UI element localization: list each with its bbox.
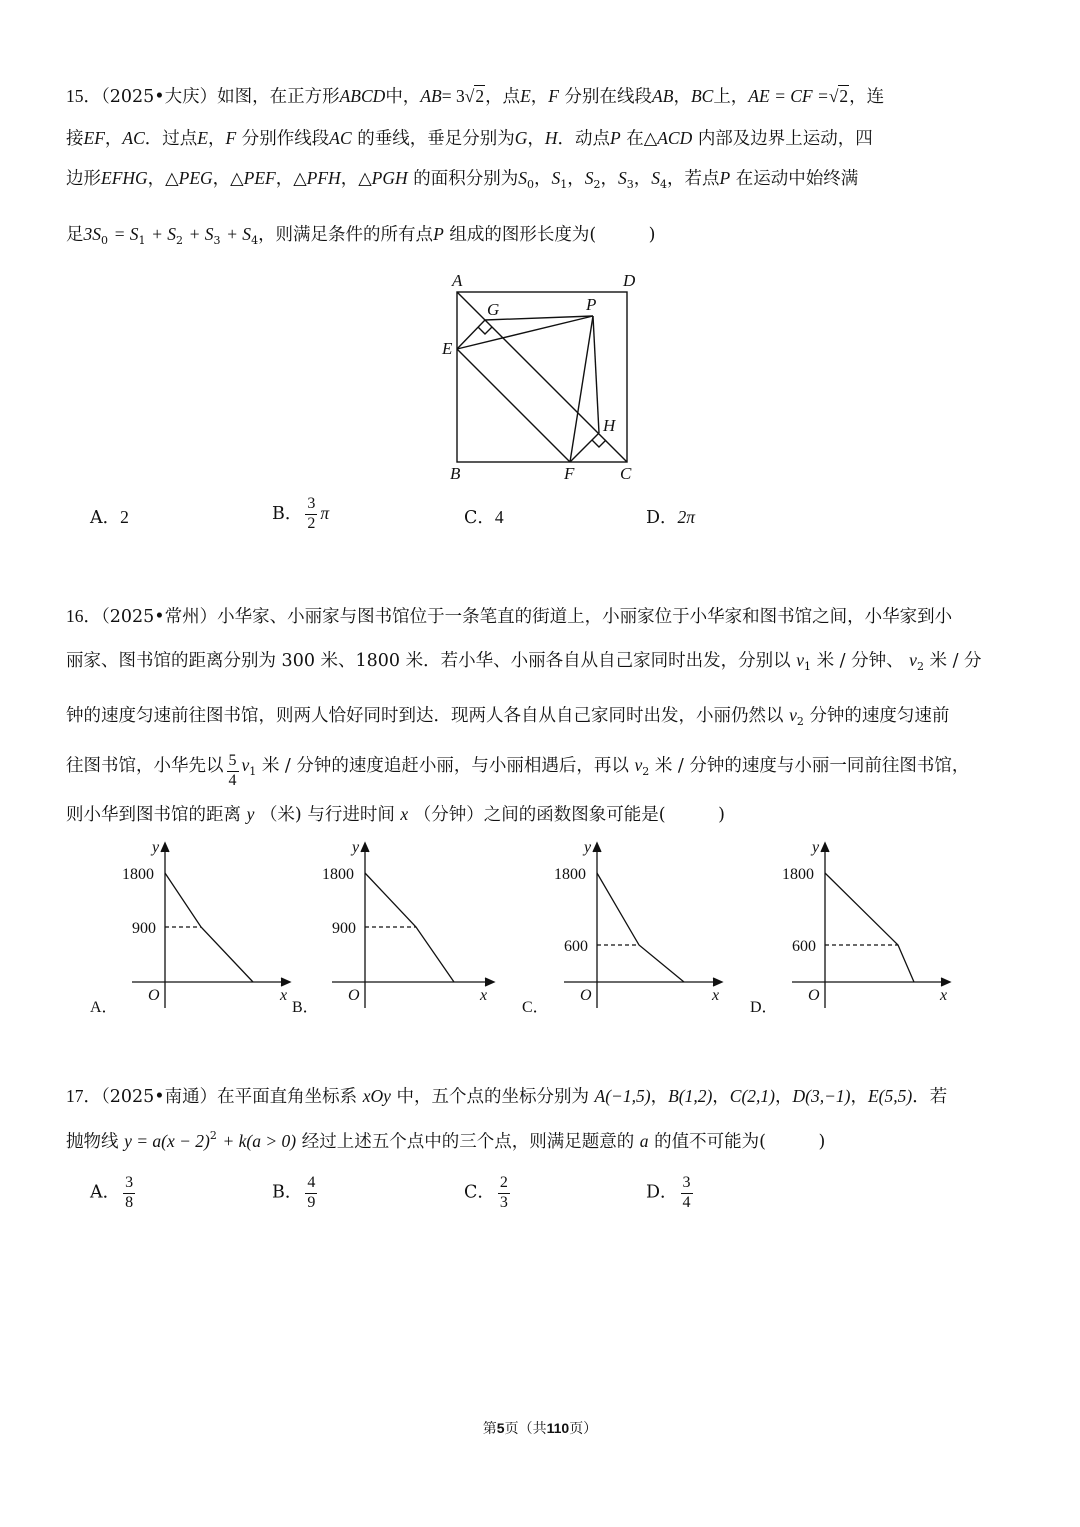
label-e: E — [442, 339, 453, 358]
q16-graph-b[interactable] — [288, 838, 498, 1018]
q15-option-d[interactable]: D．2π — [646, 507, 696, 528]
q16-line3: 钟的速度匀速前往图书馆，则两人恰好同时到达．现两人各自从自己家同时出发，小丽仍然以 $v_2$ 分钟的速度匀速前 — [66, 705, 950, 728]
q15-option-a[interactable]: A．2 — [90, 507, 129, 528]
label-p: P — [586, 295, 597, 314]
y-arrow — [361, 843, 369, 852]
segment-eg — [457, 320, 485, 349]
q15-line4: 足$3S_0 = S_1 + S_2 + S_3 + S_4$，则满足条件的所有点P 组成的图形长度为( ) — [66, 224, 656, 247]
q15-line3: 边形EFHG，△PEG，△PEF，△PFH，△PGH 的面积分别为$S_0$，$S_1$，$S_2$，$S_3$，$S_4$，若点P 在运动中始终满 — [66, 168, 859, 191]
q15-square-figure — [430, 268, 650, 488]
q16-graph-d[interactable] — [748, 838, 958, 1018]
x-label: x — [480, 987, 488, 1004]
tick-top: 1800 — [782, 866, 814, 883]
q16-graph-a[interactable] — [88, 838, 298, 1018]
segment-pe — [457, 316, 593, 349]
graph-line — [825, 873, 914, 982]
q15-line1: 15．（2025•大庆）如图，在正方形ABCD中，AB= 3√2，点E，F 分别在线段AB，BC上，AE = CF =√2，连 — [66, 86, 885, 107]
label-c: C — [620, 464, 632, 483]
y-arrow — [821, 843, 829, 852]
x-arrow — [485, 978, 494, 986]
x-arrow — [713, 978, 722, 986]
q17-option-c[interactable]: C． $\frac{2}{3}$ — [464, 1174, 508, 1211]
q17-option-a[interactable]: A． $\frac{3}{8}$ — [90, 1174, 134, 1211]
tick-top: 1800 — [322, 866, 354, 883]
y-label: y — [584, 839, 592, 856]
origin-label: O — [580, 987, 592, 1004]
label-g: G — [487, 300, 500, 319]
tick-mid: 600 — [792, 938, 816, 955]
q16-line4: 往图书馆，小华先以 $\frac{5}{4}$ $v_1$ 米 / 分钟的速度追赶小丽，与小丽相遇后，再以 $v_2$ 米 / 分钟的速度与小丽一同前往图书馆， — [66, 752, 970, 789]
origin-label: O — [348, 987, 360, 1004]
tick-top: 1800 — [122, 866, 154, 883]
x-label: x — [712, 987, 720, 1004]
right-angle-mark-g — [478, 327, 492, 334]
y-label: y — [152, 839, 160, 856]
y-label: y — [352, 839, 360, 856]
q16-line1: 16．（2025•常州）小华家、小丽家与图书馆位于一条笔直的街道上，小丽家位于小华家和图书馆之间，小华家到小 — [66, 606, 953, 627]
option-label: D． — [750, 999, 778, 1016]
label-h: H — [603, 416, 616, 435]
segment-pf — [570, 316, 593, 462]
right-angle-mark-h — [592, 440, 606, 447]
option-label: A． — [90, 999, 118, 1016]
y-label: y — [812, 839, 820, 856]
q17-option-d[interactable]: D． $\frac{3}{4}$ — [646, 1174, 691, 1211]
label-d: D — [623, 271, 636, 290]
label-b: B — [450, 464, 461, 483]
x-arrow — [941, 978, 950, 986]
q16-line5: 则小华到图书馆的距离 y （米) 与行进时间 x （分钟）之间的函数图象可能是( ) — [66, 804, 725, 825]
origin-label: O — [808, 987, 820, 1004]
graph-line — [165, 873, 253, 982]
q15-option-c[interactable]: C．4 — [464, 507, 504, 528]
tick-mid: 600 — [564, 938, 588, 955]
q17-line2: 抛物线 $y = a(x - 2)^2 + k(a > 0)$ 经过上述五个点中的三个点，则满足题意的 a 的值不可能为( ) — [66, 1129, 826, 1152]
label-f: F — [564, 464, 575, 483]
tick-mid: 900 — [332, 920, 356, 937]
segment-ph — [593, 316, 599, 433]
segment-ef — [457, 349, 570, 462]
q17-line1: 17．（2025•南通）在平面直角坐标系 xOy 中，五个点的坐标分别为 A(−1,5)，B(1,2)，C(2,1)，D(3,−1)，E(5,5)．若 — [66, 1086, 948, 1107]
q17-option-b[interactable]: B． $\frac{4}{9}$ — [272, 1174, 316, 1211]
x-label: x — [280, 987, 288, 1004]
q15-option-b[interactable]: B． $\frac{3}{2}$ π — [272, 495, 330, 532]
q16-graph-c[interactable] — [520, 838, 730, 1018]
y-arrow — [593, 843, 601, 852]
page-footer: 第5页（共110页） — [482, 1420, 598, 1437]
q15-line2: 接EF，AC．过点E，F 分别作线段AC 的垂线，垂足分别为G，H．动点P 在△ACD 内部及边界上运动，四 — [66, 128, 873, 149]
option-label: B． — [292, 999, 319, 1016]
q16-line2: 丽家、图书馆的距离分别为 300 米、1800 米．若小华、小丽各自从自己家同时出发，分别以 $v_1$ 米 / 分钟、 $v_2$ 米 / 分 — [66, 650, 982, 673]
origin-label: O — [148, 987, 160, 1004]
tick-mid: 900 — [132, 920, 156, 937]
graph-line — [597, 873, 684, 982]
option-label: C． — [522, 999, 549, 1016]
x-label: x — [940, 987, 948, 1004]
y-arrow — [161, 843, 169, 852]
tick-top: 1800 — [554, 866, 586, 883]
label-a: A — [452, 271, 463, 290]
